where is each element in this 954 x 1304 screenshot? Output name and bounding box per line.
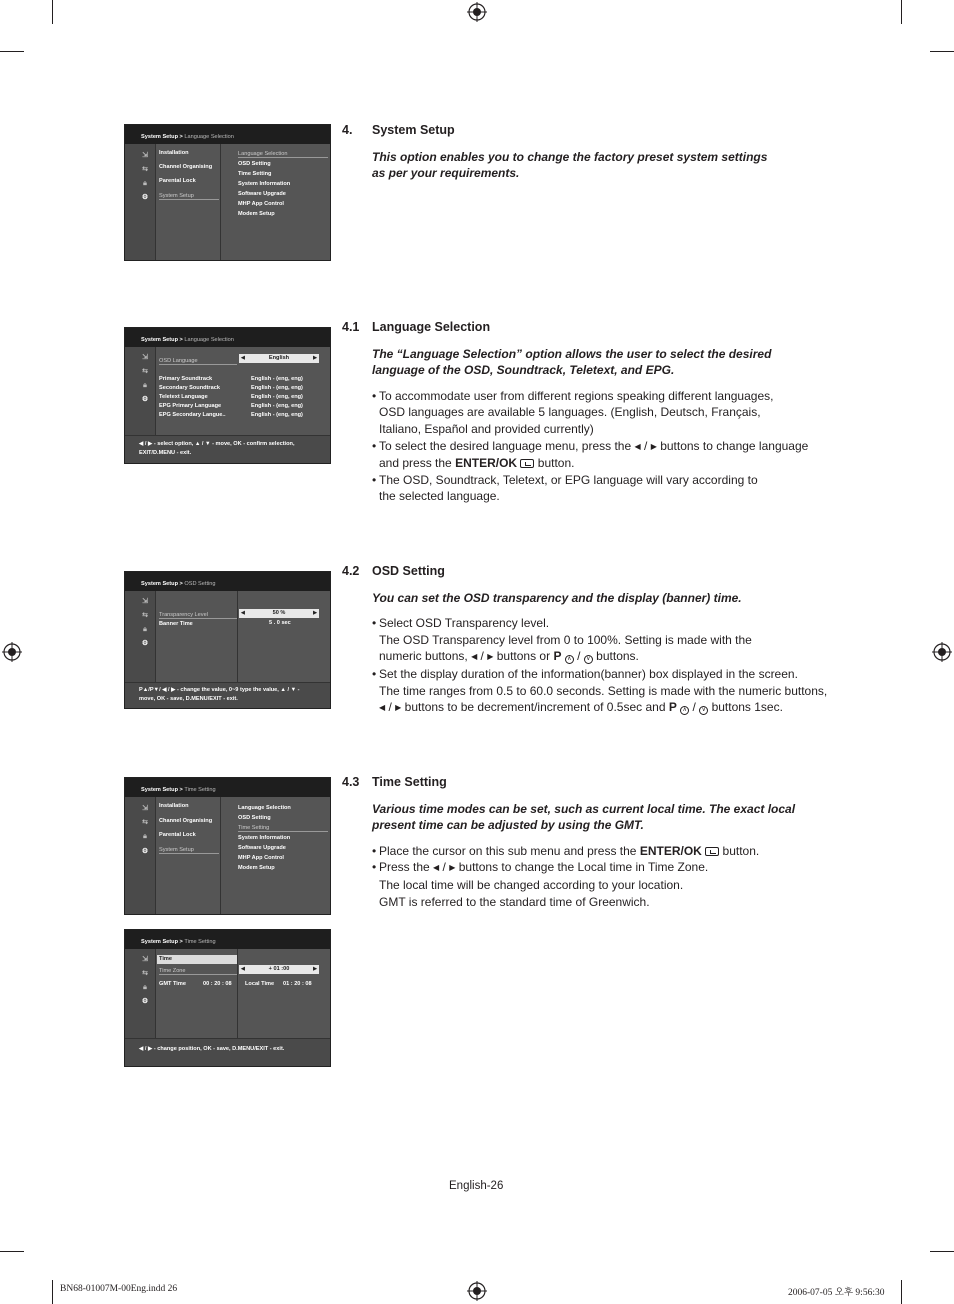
setting-label[interactable]: Teletext Language [159,394,208,400]
submenu-modem-setup[interactable]: Modem Setup [238,865,275,871]
antenna-icon: ⇲ [142,152,148,159]
submenu-time-setting[interactable]: Time Setting [238,825,328,832]
osd-breadcrumb: System Setup > Time Setting [125,930,330,949]
section-heading: 4.1 Language Selection [342,320,491,334]
setting-value: English - (eng, eng) [251,412,303,418]
left-arrow-icon: ◀ [379,703,386,713]
lock-icon: 🔒︎ [143,626,147,633]
gear-icon: ⚙ [141,194,149,201]
local-time-label: Local Time [245,981,275,987]
channel-list-icon: ⇆ [142,612,148,619]
channel-list-icon: ⇆ [142,970,148,977]
setting-value: English - (eng, eng) [251,403,303,409]
bullet-item: • The OSD, Soundtrack, Teletext, or EPG language will vary according to the selected language. [372,472,842,505]
submenu-system-information[interactable]: System Information [238,181,291,187]
antenna-icon: ⇲ [142,354,148,361]
osd-help-bar: P▲/P▼/ ◀ / ▶ - change the value, 0~9 type the value, ▲ / ▼ - move, OK - save, D.MENU/EXIT - exit. [125,682,330,708]
setting-value: English - (eng, eng) [251,394,303,400]
page-number: English-26 [449,1180,504,1192]
osd-breadcrumb: System Setup > Time Setting [125,778,330,797]
crop-mark [901,0,902,24]
menu-item-installation[interactable]: Installation [159,150,189,156]
section-time-setting [342,774,842,910]
gear-icon: ⚙ [141,998,149,1005]
enter-ok-icon [705,847,719,856]
left-arrow-icon: ◀ [634,441,641,451]
right-arrow-icon: ▶ [650,441,657,451]
crop-mark [930,1251,954,1252]
osd-breadcrumb: System Setup > Language Selection [125,125,330,144]
setting-label[interactable]: EPG Secondary Langue.. [159,412,226,418]
section-heading: 4.3 Time Setting [342,775,447,789]
section-intro: You can set the OSD transparency and the display (banner) time. [372,590,742,605]
menu-item-parental-lock[interactable]: Parental Lock [159,178,196,184]
submenu-mhp-app-control[interactable]: MHP App Control [238,201,284,207]
crop-mark [52,0,53,24]
osd-language-selector[interactable]: ◀ English ▶ [239,354,319,363]
bullet-item: • To select the desired language menu, press the ◀ / ▶ buttons to change language and press the ENTER/OK button. [372,438,842,472]
channel-down-icon: ∨ [584,655,593,664]
bullet-item: • To accommodate user from different regions speaking different languages, OSD languages are available 5 languages. (English, Deutsch, Français, Italiano, Español and provided currently) [372,388,842,438]
section-intro: The “Language Selection” option allows the user to select the desired language of the OSD, Soundtrack, Teletext, and EPG. [372,346,772,378]
section-heading: 4. System Setup [342,123,455,137]
submenu-modem-setup[interactable]: Modem Setup [238,211,275,217]
osd-screen-osd-setting [124,571,331,709]
crop-mark [0,51,24,52]
banner-time-label[interactable]: Banner Time [159,621,193,627]
bullet-item: • Select OSD Transparency level. The OSD Transparency level from 0 to 100%. Setting is made with the numeric buttons, ◀ / ▶ buttons or P ∧ / ∨ buttons. [372,615,842,666]
file-slug: BN68-01007M-00Eng.indd 26 [60,1284,178,1294]
right-arrow-icon: ▶ [449,863,456,873]
antenna-icon: ⇲ [142,598,148,605]
setting-value: English - (eng, eng) [251,385,303,391]
menu-item-channel-organising[interactable]: Channel Organising [159,818,213,824]
channel-up-icon: ∧ [565,655,574,664]
crop-mark [930,51,954,52]
time-zone-selector[interactable]: ◀ + 01 :00 ▶ [239,965,319,974]
registration-mark-icon [467,2,487,22]
osd-screen-language-selection [124,327,331,464]
antenna-icon: ⇲ [142,956,148,963]
menu-item-channel-organising[interactable]: Channel Organising [159,164,213,170]
submenu-osd-setting[interactable]: OSD Setting [238,161,271,167]
osd-icon-column [125,949,155,1038]
submenu-time-setting[interactable]: Time Setting [238,171,272,177]
right-arrow-icon: ▶ [395,703,402,713]
local-time-value: 01 : 20 : 08 [283,981,312,987]
antenna-icon: ⇲ [142,805,148,812]
section-osd-setting [342,563,842,717]
banner-time-value[interactable]: 5 . 0 sec [269,620,291,626]
setting-label[interactable]: EPG Primary Language [159,403,222,409]
channel-up-icon: ∧ [680,706,689,715]
left-arrow-icon: ◀ [471,652,478,662]
time-tab[interactable]: Time [157,955,237,964]
registration-mark-icon [932,642,952,662]
submenu-language-selection[interactable]: Language Selection [238,805,291,811]
osd-icon-column [125,347,155,435]
gmt-time-value: 00 : 20 : 08 [203,981,232,987]
lock-icon: 🔒︎ [143,984,147,991]
osd-icon-column [125,797,155,914]
submenu-software-upgrade[interactable]: Software Upgrade [238,845,286,851]
osd-screen-time-setting-menu [124,777,331,915]
print-timestamp: 2006-07-05 오후 9:56:30 [788,1288,885,1298]
enter-ok-icon [520,459,534,468]
gmt-time-label: GMT Time [159,981,186,987]
crop-mark [901,1280,902,1304]
channel-list-icon: ⇆ [142,819,148,826]
channel-list-icon: ⇆ [142,368,148,375]
lock-icon: 🔒︎ [143,833,147,840]
osd-screen-system-setup [124,124,331,261]
left-arrow-icon: ◀ [433,863,440,873]
osd-icon-column [125,144,155,260]
setting-label[interactable]: Primary Soundtrack [159,376,213,382]
lock-icon: 🔒︎ [143,180,147,187]
osd-language-label[interactable]: OSD Language [159,358,237,365]
lock-icon: 🔒︎ [143,382,147,389]
registration-mark-icon [2,642,22,662]
osd-help-bar: ◀ / ▶ - select option, ▲ / ▼ - move, OK - confirm selection, EXIT/D.MENU - exit. [125,435,330,463]
submenu-language-selection[interactable]: Language Selection [238,151,328,158]
transparency-level-selector[interactable]: ◀ 50 % ▶ [239,609,319,618]
gear-icon: ⚙ [141,848,149,855]
menu-item-system-setup[interactable]: System Setup [159,193,219,200]
right-arrow-icon: ▶ [487,652,494,662]
osd-screen-time-setting [124,929,331,1067]
bullet-item: • Press the ◀ / ▶ buttons to change the Local time in Time Zone. The local time will be changed according to your location. GMT is referred to the standard time of Greenwich. [372,859,842,910]
time-zone-label[interactable]: Time Zone [159,968,237,975]
section-language-selection [342,319,842,505]
gear-icon: ⚙ [141,396,149,403]
crop-mark [52,1280,53,1304]
registration-mark-icon [467,1281,487,1301]
setting-label[interactable]: Secondary Soundtrack [159,385,220,391]
osd-icon-column [125,591,155,682]
bullet-item: • Set the display duration of the information(banner) box displayed in the screen. The time ranges from 0.5 to 60.0 seconds. Setting is made with the numeric buttons, ◀ / ▶ buttons to be decrement/increment of 0.5sec and P ∧ / ∨ buttons 1sec. [372,666,842,717]
osd-breadcrumb: System Setup > Language Selection [125,328,330,347]
setting-value: English - (eng, eng) [251,376,303,382]
channel-list-icon: ⇆ [142,166,148,173]
section-system-setup [342,122,842,191]
menu-item-parental-lock[interactable]: Parental Lock [159,832,196,838]
osd-breadcrumb: System Setup > OSD Setting [125,572,330,591]
bullet-item: • Place the cursor on this sub menu and press the ENTER/OK button. [372,843,842,860]
section-intro: This option enables you to change the factory preset system settings as per your requirements. [372,149,768,181]
osd-help-bar: ◀ / ▶ - change position, OK - save, D.MENU/EXIT - exit. [125,1038,330,1066]
channel-down-icon: ∨ [699,706,708,715]
transparency-level-label[interactable]: Transparency Level [159,612,237,619]
menu-item-system-setup[interactable]: System Setup [159,847,219,854]
section-intro: Various time modes can be set, such as current local time. The exact local present time can be adjusted by using the GMT. [372,801,796,833]
gear-icon: ⚙ [141,640,149,647]
submenu-osd-setting[interactable]: OSD Setting [238,815,271,821]
crop-mark [0,1251,24,1252]
submenu-mhp-app-control[interactable]: MHP App Control [238,855,284,861]
submenu-system-information[interactable]: System Information [238,835,291,841]
menu-item-installation[interactable]: Installation [159,803,189,809]
section-heading: 4.2 OSD Setting [342,564,445,578]
submenu-software-upgrade[interactable]: Software Upgrade [238,191,286,197]
